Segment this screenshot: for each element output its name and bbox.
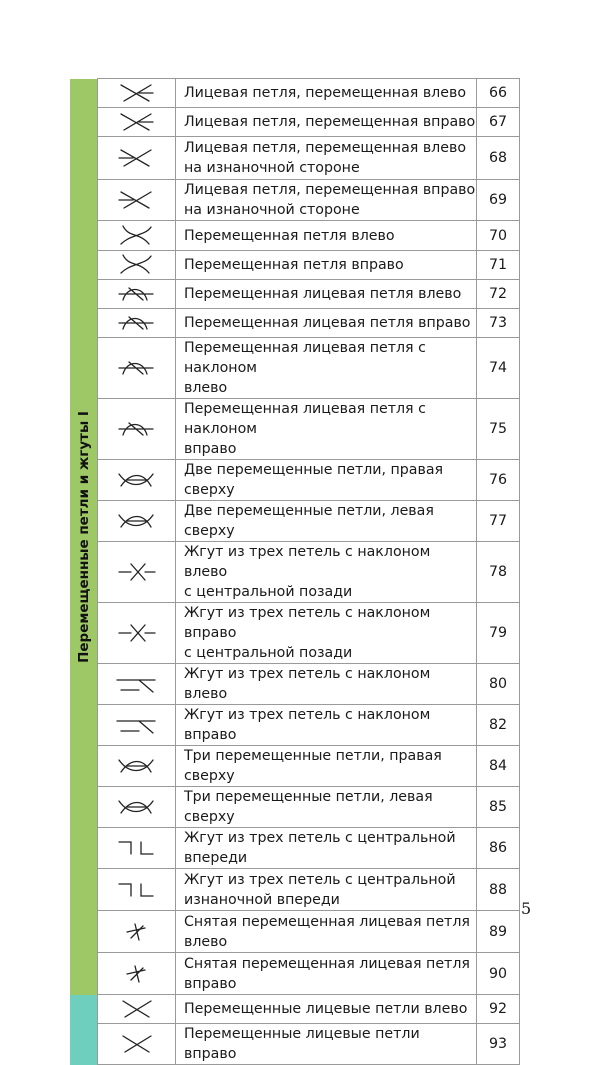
symbol-cell — [98, 705, 176, 746]
cable-three-left-symbol — [109, 670, 165, 698]
symbol-cell — [98, 828, 176, 869]
symbol-cell — [98, 501, 176, 542]
toc-row — [70, 603, 520, 664]
moved-knits-right-symbol — [109, 1030, 165, 1058]
toc-row — [70, 280, 520, 309]
entry-page[interactable]: 70 — [477, 221, 520, 251]
entry-title[interactable] — [176, 280, 477, 309]
entry-title-line: Жгут из трех петель с центральной — [184, 830, 456, 846]
entry-title[interactable] — [176, 221, 477, 251]
entry-title[interactable] — [176, 180, 477, 221]
symbol-cell — [98, 787, 176, 828]
symbol-cell — [98, 251, 176, 280]
entry-page[interactable]: 71 — [477, 251, 520, 280]
toc-row — [70, 1024, 520, 1065]
toc-row — [70, 221, 520, 251]
entry-page[interactable]: 72 — [477, 280, 520, 309]
entry-title[interactable] — [176, 664, 477, 705]
entry-page[interactable]: 68 — [477, 137, 520, 180]
entry-page[interactable]: 67 — [477, 108, 520, 137]
moved-knit-tilt-left-symbol — [109, 354, 165, 382]
contents-table — [70, 78, 520, 1065]
entry-title-line: Перемещенные лицевые петли вправо — [184, 1026, 420, 1062]
entry-title-line: Перемещенная петля вправо — [184, 257, 404, 273]
two-moved-right-top-symbol — [109, 466, 165, 494]
entry-title[interactable] — [176, 399, 477, 460]
entry-title[interactable] — [176, 787, 477, 828]
toc-row — [70, 828, 520, 869]
entry-page[interactable]: 85 — [477, 787, 520, 828]
entry-page[interactable]: 88 — [477, 869, 520, 911]
entry-title-line: изнаночной впереди — [184, 891, 340, 908]
entry-title-line: Лицевая петля, перемещенная вправо — [184, 182, 476, 198]
entry-title-line: Перемещенная петля влево — [184, 227, 395, 244]
entry-title-line: вправо — [184, 975, 237, 992]
symbol-cell — [98, 664, 176, 705]
three-moved-right-top-symbol — [109, 752, 165, 780]
symbol-cell — [98, 911, 176, 953]
toc-row — [70, 869, 520, 911]
three-moved-left-top-symbol — [109, 793, 165, 821]
entry-title-line: Три перемещенные петли, правая сверху — [184, 748, 442, 784]
toc-row — [70, 995, 520, 1024]
toc-row — [70, 338, 520, 399]
toc-row — [70, 79, 520, 108]
toc-row — [70, 399, 520, 460]
toc-row — [70, 108, 520, 137]
entry-title[interactable] — [176, 79, 477, 108]
entry-title-line: влево — [184, 380, 228, 396]
entry-title[interactable] — [176, 705, 477, 746]
symbol-cell — [98, 603, 176, 664]
toc-row — [70, 460, 520, 501]
cable-three-left-back-symbol — [109, 558, 165, 586]
symbol-cell — [98, 108, 176, 137]
entry-page[interactable]: 75 — [477, 399, 520, 460]
symbol-cell — [98, 995, 176, 1024]
entry-title[interactable] — [176, 251, 477, 280]
entry-title-line: Лицевая петля, перемещенная влево — [184, 140, 467, 156]
entry-page[interactable]: 84 — [477, 746, 520, 787]
entry-title[interactable] — [176, 953, 477, 995]
cable-three-center-front-symbol — [109, 834, 165, 862]
entry-title-line: Жгут из трех петель с наклоном влево — [184, 544, 431, 580]
entry-title[interactable] — [176, 869, 477, 911]
entry-page[interactable]: 90 — [477, 953, 520, 995]
moved-knit-right-symbol — [109, 309, 165, 337]
entry-title-line: Перемещенная лицевая петля с наклоном — [184, 340, 426, 376]
entry-page[interactable]: 74 — [477, 338, 520, 399]
entry-title-line: Снятая перемещенная лицевая петля — [184, 955, 470, 972]
symbol-cell — [98, 309, 176, 338]
section-label: Перемещенные петли и жгуты I — [75, 410, 92, 663]
symbol-cell — [98, 79, 176, 108]
entry-page[interactable]: 73 — [477, 309, 520, 338]
entry-page[interactable]: 89 — [477, 911, 520, 953]
entry-title-line: Лицевая петля, перемещенная вправо — [184, 114, 476, 130]
section-bar — [70, 79, 98, 995]
entry-page[interactable]: 79 — [477, 603, 520, 664]
entry-title-line: на изнаночной стороне — [184, 160, 360, 176]
entry-title-line: Снятая перемещенная лицевая петля — [184, 913, 470, 930]
entry-title-line: Три перемещенные петли, левая сверху — [184, 789, 433, 825]
entry-page[interactable]: 66 — [477, 79, 520, 108]
symbol-cell — [98, 180, 176, 221]
entry-title-line: вправо — [184, 441, 237, 457]
entry-page[interactable]: 80 — [477, 664, 520, 705]
entry-page[interactable]: 82 — [477, 705, 520, 746]
entry-title-line: Перемещенная лицевая петля с наклоном — [184, 401, 426, 437]
slipped-moved-left-symbol — [109, 918, 165, 946]
entry-title[interactable] — [176, 542, 477, 603]
entry-title[interactable] — [176, 460, 477, 501]
entry-page[interactable]: 93 — [477, 1024, 520, 1065]
entry-title-line: Перемещенная лицевая петля вправо — [184, 315, 471, 331]
entry-title-line: Две перемещенные петли, правая сверху — [184, 462, 444, 498]
symbol-cell — [98, 338, 176, 399]
page-number: 5 — [521, 899, 532, 918]
entry-title-line: Лицевая петля, перемещенная влево — [184, 85, 467, 101]
entry-title[interactable] — [176, 501, 477, 542]
entry-title-line: Две перемещенные петли, левая сверху — [184, 503, 434, 539]
toc-row — [70, 664, 520, 705]
symbol-cell — [98, 280, 176, 309]
cross-left-purl-symbol — [109, 144, 165, 172]
entry-title[interactable] — [176, 828, 477, 869]
symbol-cell — [98, 221, 176, 251]
symbol-cell — [98, 869, 176, 911]
entry-title-line: Перемещенные лицевые петли влево — [184, 1001, 468, 1017]
symbol-cell — [98, 399, 176, 460]
entry-title-line: с центральной позади — [184, 645, 353, 661]
symbol-cell — [98, 1024, 176, 1065]
entry-page[interactable]: 69 — [477, 180, 520, 221]
toc-row — [70, 251, 520, 280]
cable-three-right-back-symbol — [109, 619, 165, 647]
toc-row — [70, 542, 520, 603]
entry-title[interactable] — [176, 338, 477, 399]
entry-title-line: Жгут из трех петель с наклоном вправо — [184, 707, 431, 743]
toc-row — [70, 953, 520, 995]
symbol-cell — [98, 746, 176, 787]
moved-right-symbol — [109, 251, 165, 279]
entry-title-line: Жгут из трех петель с центральной — [184, 871, 456, 888]
moved-left-symbol — [109, 222, 165, 250]
toc-row — [70, 787, 520, 828]
cross-right-purl-symbol — [109, 186, 165, 214]
entry-title-line: влево — [184, 933, 228, 950]
toc-row — [70, 309, 520, 338]
toc-row — [70, 746, 520, 787]
entry-title-line: Жгут из трех петель с наклоном вправо — [184, 605, 431, 641]
toc-row — [70, 180, 520, 221]
entry-page[interactable]: 92 — [477, 995, 520, 1024]
entry-page[interactable]: 77 — [477, 501, 520, 542]
toc-row — [70, 911, 520, 953]
entry-title-line: Жгут из трех петель с наклоном влево — [184, 666, 431, 702]
entry-title[interactable] — [176, 309, 477, 338]
cross-right-symbol — [109, 108, 165, 136]
toc-row — [70, 501, 520, 542]
cross-left-symbol — [109, 79, 165, 107]
entry-title-line: впереди — [184, 850, 248, 866]
cable-three-center-purl-front-symbol — [109, 876, 165, 904]
symbol-cell — [98, 953, 176, 995]
cable-three-right-symbol — [109, 711, 165, 739]
symbol-cell — [98, 542, 176, 603]
symbol-cell — [98, 460, 176, 501]
entry-title[interactable] — [176, 995, 477, 1024]
moved-knit-tilt-right-symbol — [109, 415, 165, 443]
entry-title-line: с центральной позади — [184, 584, 353, 600]
two-moved-left-top-symbol — [109, 507, 165, 535]
entry-title-line: на изнаночной стороне — [184, 202, 360, 218]
entry-title[interactable] — [176, 746, 477, 787]
entry-page[interactable]: 86 — [477, 828, 520, 869]
toc-row — [70, 705, 520, 746]
moved-knits-left-symbol — [109, 995, 165, 1023]
entry-page[interactable]: 76 — [477, 460, 520, 501]
symbol-cell — [98, 137, 176, 180]
section-bar-next — [70, 995, 98, 1065]
entry-title[interactable] — [176, 1024, 477, 1065]
entry-title[interactable] — [176, 911, 477, 953]
entry-title[interactable] — [176, 108, 477, 137]
entry-title[interactable] — [176, 137, 477, 180]
entry-title-line: Перемещенная лицевая петля влево — [184, 286, 462, 302]
entry-page[interactable]: 78 — [477, 542, 520, 603]
moved-knit-left-symbol — [109, 280, 165, 308]
slipped-moved-right-symbol — [109, 960, 165, 988]
toc-row — [70, 137, 520, 180]
entry-title[interactable] — [176, 603, 477, 664]
